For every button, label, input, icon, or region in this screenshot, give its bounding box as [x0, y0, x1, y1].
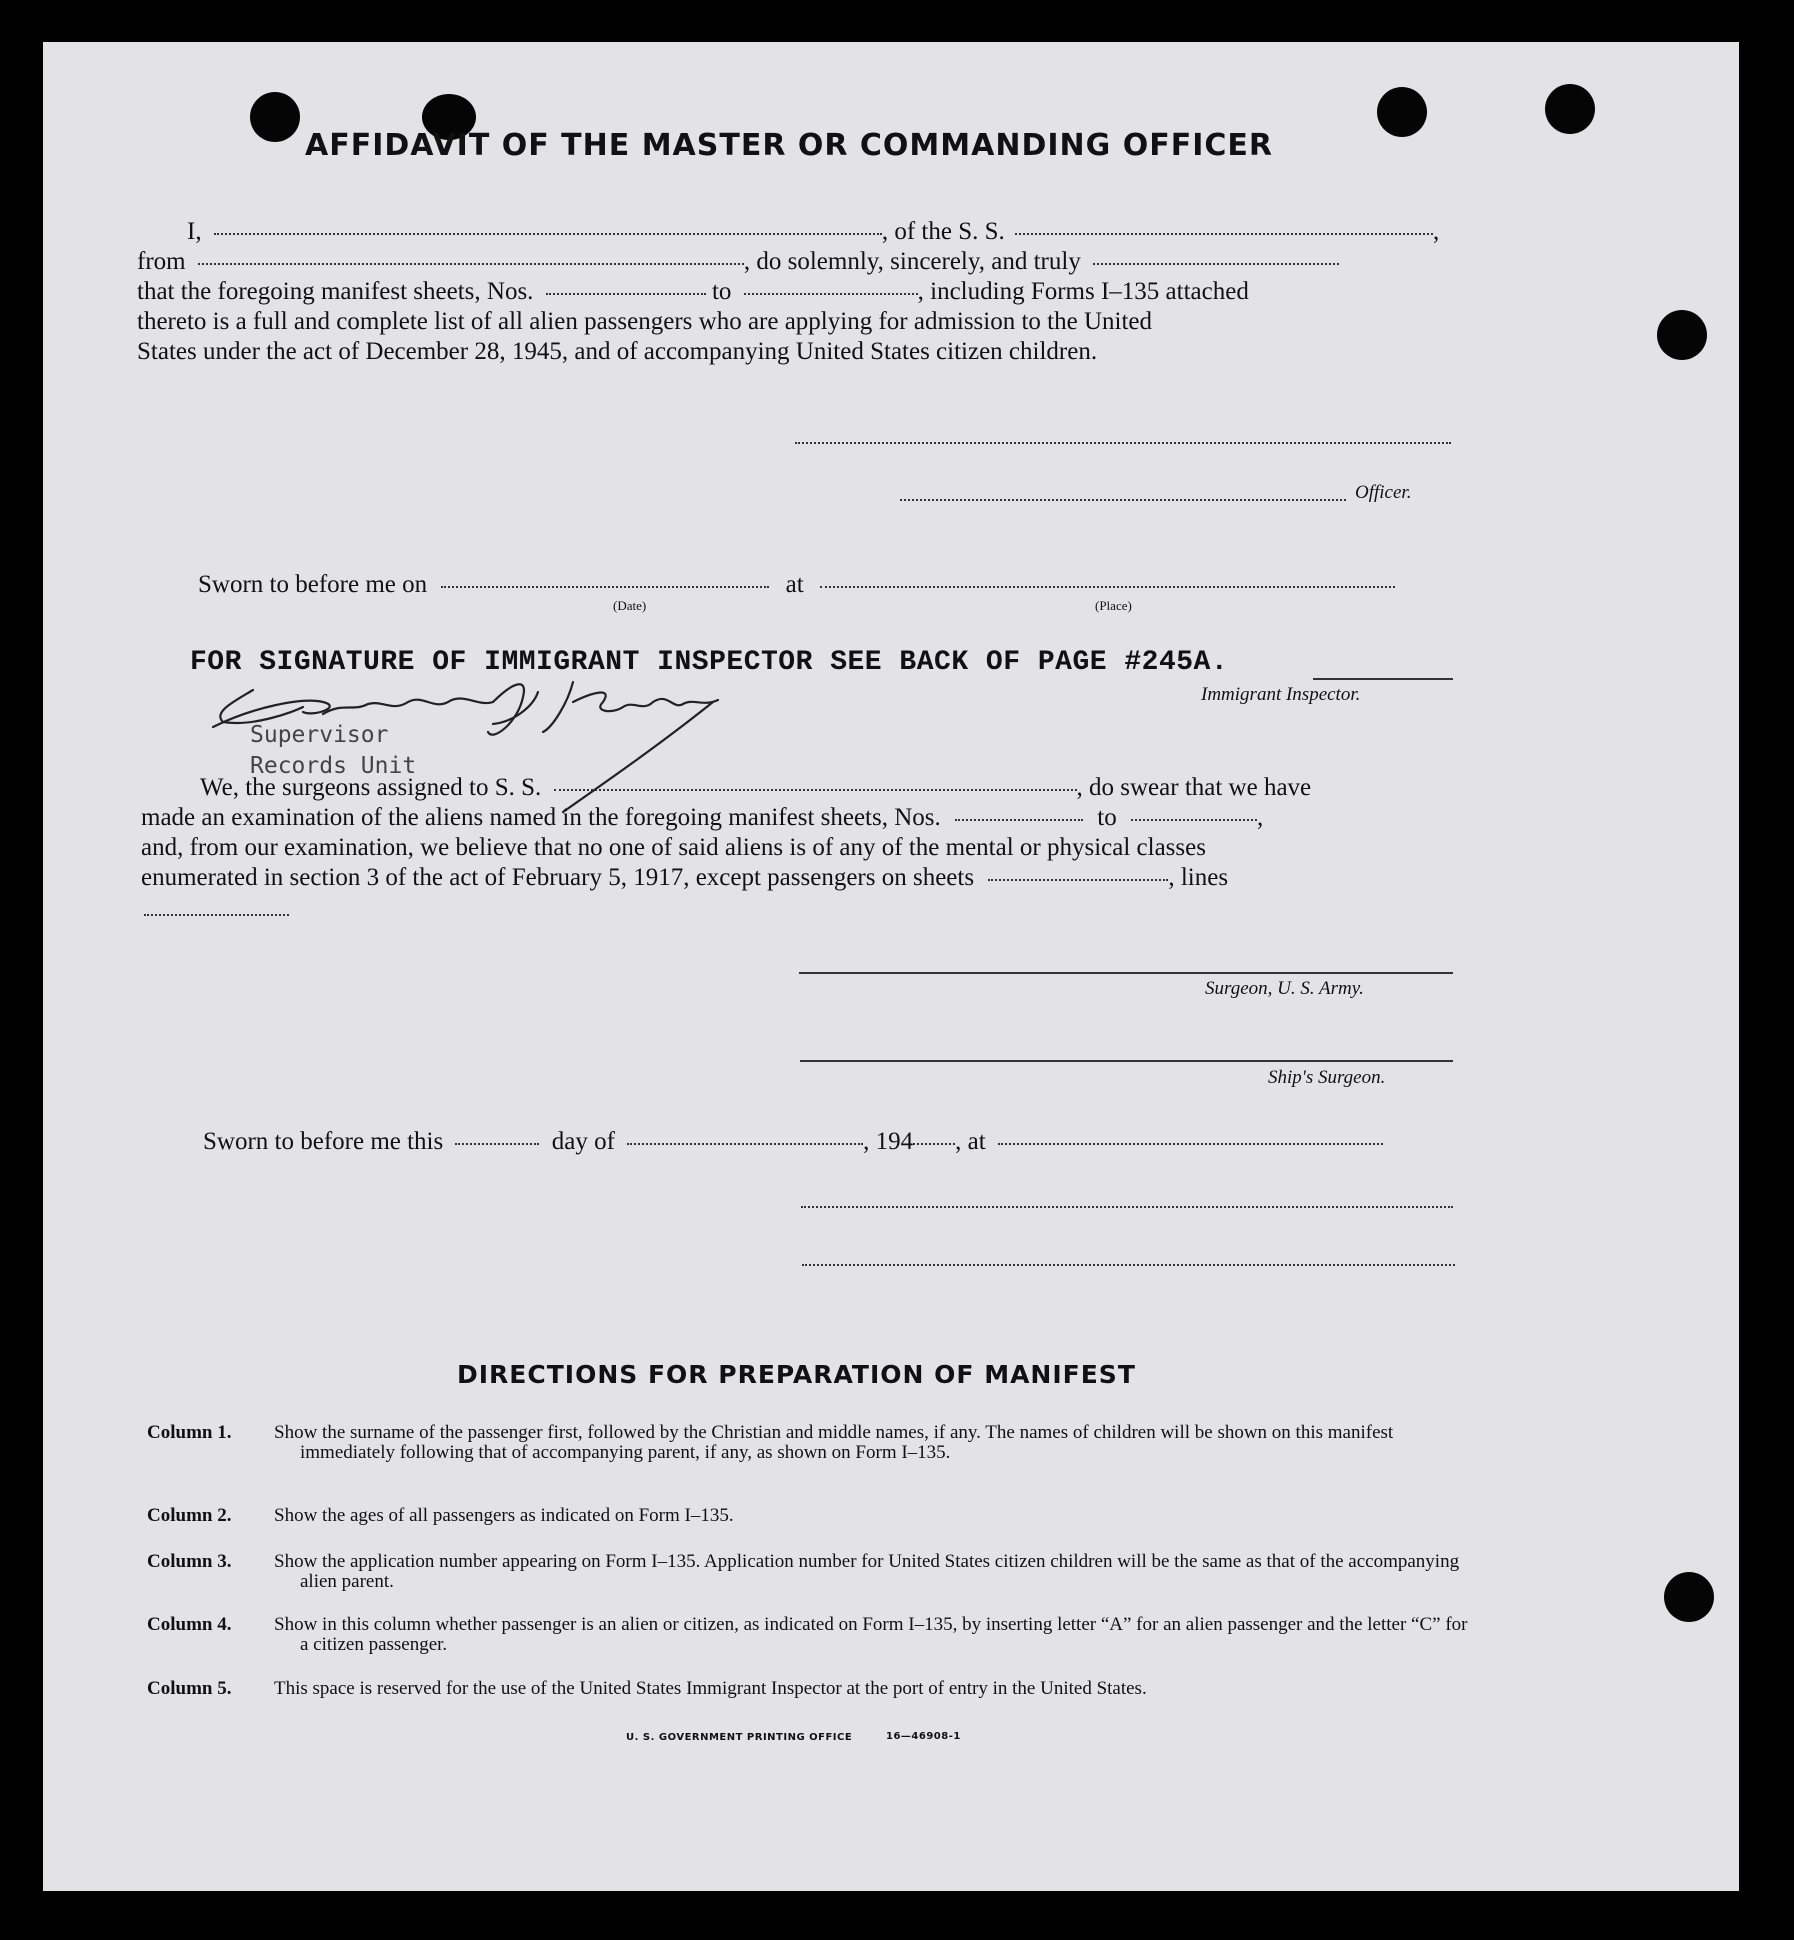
text-do-swear: , do swear that we have	[1076, 774, 1312, 801]
text-to: to	[711, 278, 732, 305]
text-day-of: day of	[551, 1128, 615, 1155]
punch-hole	[1377, 87, 1427, 137]
text-year: , 194	[863, 1128, 914, 1155]
text-at: at	[785, 571, 804, 598]
column-3-label: Column 3.	[147, 1551, 232, 1572]
sheet-to-field[interactable]	[744, 293, 918, 295]
affidavit-line-2	[137, 247, 1339, 277]
punch-hole	[250, 92, 300, 142]
column-1-text: Show the surname of the passenger first, followed by the Christian and middle names, if any. The names of children will be shown on this manifest immediately following that of accompanying parent, if any, as shown on Form I–135.	[274, 1422, 1394, 1463]
text-of-ss: , of the S. S.	[881, 218, 1005, 245]
form-number: 16—46908-1	[886, 1731, 961, 1742]
column-5-text: This space is reserved for the use of the United States Immigrant Inspector at the port of entry in the United States.	[274, 1678, 1147, 1699]
affidavit-line-4: thereto is a full and complete list of all alien passengers who are applying for admission to the United	[137, 308, 1153, 335]
punch-hole	[1545, 84, 1595, 134]
sworn-line	[198, 570, 1395, 600]
sworn-place-field[interactable]	[820, 586, 1395, 588]
except-sheets-field[interactable]	[988, 879, 1168, 881]
punch-hole	[1664, 1572, 1714, 1622]
text-lines: , lines	[1168, 864, 1229, 891]
date-caption: (Date)	[613, 598, 647, 613]
text-to-2: to	[1097, 804, 1117, 831]
port-from-field[interactable]	[198, 263, 744, 265]
inspector-caption: Immigrant Inspector.	[1201, 684, 1361, 705]
officer-signature-line[interactable]	[795, 442, 1451, 444]
place-caption: (Place)	[1095, 598, 1132, 613]
sworn-day-field[interactable]	[455, 1143, 539, 1145]
army-surgeon-signature-line[interactable]	[799, 972, 1453, 974]
official-signature-line[interactable]	[801, 1206, 1453, 1208]
inspector-signature-line[interactable]	[1313, 678, 1453, 680]
form-page	[43, 42, 1739, 1891]
surgeon-sheet-to-field[interactable]	[1131, 819, 1257, 821]
swear-field[interactable]	[1093, 263, 1339, 265]
text-solemnly: , do solemnly, sincerely, and truly	[743, 248, 1081, 275]
surgeons-line-4	[141, 863, 1228, 893]
ship-surgeon-signature-line[interactable]	[800, 1060, 1453, 1062]
text-comma-2: ,	[1256, 804, 1264, 831]
punch-hole	[1657, 310, 1707, 360]
stamp-supervisor: Supervisor	[250, 722, 389, 748]
column-4-text: Show in this column whether passenger is an alien or citizen, as indicated on Form I–135, by inserting letter “A” for an alien passenger and the letter “C” for a citizen passenger.	[274, 1614, 1468, 1655]
army-surgeon-caption: Surgeon, U. S. Army.	[1205, 978, 1364, 999]
text-enumerated: enumerated in section 3 of the act of February 5, 1917, except passengers on sheets	[141, 864, 975, 891]
surgeon-ship-field[interactable]	[554, 789, 1077, 791]
surgeons-line-3: and, from our examination, we believe that no one of said aliens is of any of the mental or physical classes	[141, 834, 1206, 861]
surgeon-sheet-from-field[interactable]	[955, 819, 1083, 821]
column-4-label: Column 4.	[147, 1614, 232, 1635]
directions-title: DIRECTIONS FOR PREPARATION OF MANIFEST	[457, 1360, 1136, 1389]
sworn-year-field[interactable]	[913, 1143, 955, 1145]
column-2-label: Column 2.	[147, 1505, 232, 1526]
affidavit-line-5: States under the act of December 28, 1945, and of accompanying United States citizen children.	[137, 338, 1098, 365]
column-1-label: Column 1.	[147, 1422, 232, 1443]
column-5-label: Column 5.	[147, 1678, 232, 1699]
official-title-line[interactable]	[802, 1264, 1455, 1266]
stamp-records-unit: Records Unit	[250, 753, 417, 779]
affidavit-line-1	[187, 217, 1439, 247]
sheet-from-field[interactable]	[546, 293, 706, 295]
ship-name-field[interactable]	[1015, 233, 1433, 235]
text-examination: made an examination of the aliens named in the foregoing manifest sheets, Nos.	[141, 804, 941, 831]
sworn-this-line	[203, 1127, 1383, 1157]
master-name-field[interactable]	[214, 233, 882, 235]
affidavit-line-3	[137, 277, 1249, 307]
officer-caption: Officer.	[1355, 482, 1412, 503]
officer-title-line[interactable]	[900, 499, 1346, 501]
text-sworn: Sworn to before me on	[198, 571, 428, 598]
text-sworn-this: Sworn to before me this	[203, 1128, 444, 1155]
text-we-surgeons: We, the surgeons assigned to S. S.	[200, 774, 542, 801]
column-3-text: Show the application number appearing on Form I–135. Application number for United States citizen children will be the same as that of the accompanying alien parent.	[274, 1551, 1460, 1592]
surgeons-line-2	[141, 803, 1263, 833]
typed-inspector-notice: FOR SIGNATURE OF IMMIGRANT INSPECTOR SEE BACK OF PAGE #245A.	[190, 647, 1229, 678]
text-manifest-sheets: that the foregoing manifest sheets, Nos.	[137, 278, 534, 305]
text-from: from	[137, 248, 186, 275]
text-at-2: , at	[955, 1128, 986, 1155]
text-including: , including Forms I–135 attached	[917, 278, 1249, 305]
column-2-text: Show the ages of all passengers as indicated on Form I–135.	[274, 1505, 734, 1526]
ship-surgeon-caption: Ship's Surgeon.	[1268, 1067, 1386, 1088]
sworn-at-field[interactable]	[998, 1143, 1383, 1145]
sworn-date-field[interactable]	[441, 586, 769, 588]
affidavit-title: AFFIDAVIT OF THE MASTER OR COMMANDING OFFICER	[305, 128, 1273, 163]
sworn-month-field[interactable]	[627, 1143, 863, 1145]
except-lines-field[interactable]	[144, 914, 289, 916]
surgeons-line-1	[200, 773, 1311, 803]
printer-imprint: U. S. GOVERNMENT PRINTING OFFICE	[626, 1732, 853, 1743]
text-comma: ,	[1433, 218, 1440, 245]
text-i: I,	[187, 218, 202, 245]
